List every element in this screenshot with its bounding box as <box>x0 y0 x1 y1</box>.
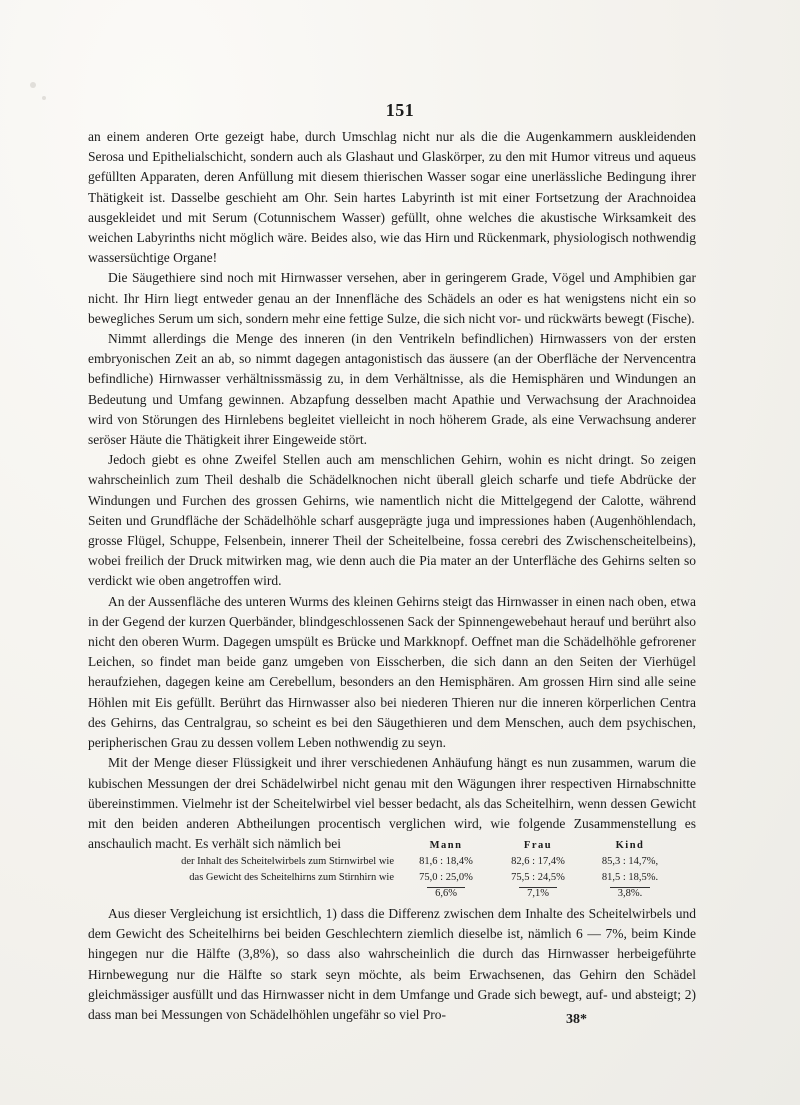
paper-spot <box>30 82 36 88</box>
comparison-table <box>120 838 680 902</box>
table-header <box>400 838 680 854</box>
difference-value: 6,6% <box>427 887 465 899</box>
difference-row <box>120 886 680 902</box>
difference-value: 3,8%. <box>610 887 651 899</box>
paragraph: Jedoch giebt es ohne Zweifel Stellen auch am menschlichen Gehirn, wohin es nicht dringt. So zeigen wahrscheinlich zum Theil deshalb die Schädelknochen nicht überall gleich scharfe und tiefe Abdrücke der Windungen und Furchen des grossen Gehirns, wie namentlich nicht die Mittelgegend der Calotte, während Seiten und Grundfläche der Schädelhöhle scharf ausgeprägte juga und impressiones haben (Augenhöhlendach, grosse Flügel, Schuppe, Felsenbein, innerer Theil der Scheitelbeine, fossa cerebri des Zwischenscheitelbeins), wobei freilich der Druck mitwirken mag, wie denn auch die Pia mater an der Unterfläche des Gehirns selten so verdickt wie oben angetroffen wird. <box>88 452 696 589</box>
table-row <box>120 870 680 886</box>
column-header: Kind <box>615 840 645 851</box>
page-number: 151 <box>385 100 415 120</box>
column-header: Frau <box>523 840 553 851</box>
cell: 81,5 : 18,5%. <box>601 872 659 883</box>
cell: 75,0 : 25,0% <box>419 872 473 883</box>
paragraph: Nimmt allerdings die Menge des inneren (in den Ventrikeln befindlichen) Hirnwassers von der ersten embryonischen Zeit an ab, so nimmt dagegen antagonistisch das äussere (an der Oberfläche der Nervencentra befindliche) Hirnwasser verhältnissmässig zu, in dem Verhältnisse, als die Hemisphären und Windungen an Bedeutung und Umfang gewinnen. Abzapfung desselben macht Apathie und Verwachsung der Arachnoidea wird von Störungen des Hirnlebens begleitet vielleicht in noch höherem Grade, als eine Verwachsung anderer seröser Häute die Thätigkeit ihrer Eingeweide stört. <box>88 331 696 448</box>
paragraph: an einem anderen Orte gezeigt habe, durch Umschlag nicht nur als die die Augenkammern auskleidenden Serosa und Epithelialschicht, sondern auch als Glashaut und Glaskörper, zu den mit Humor vitreus und aqueus gefüllten Apparaten, deren Anfüllung mit diesem thierischen Wasser sogar eine unerlässliche Bedingung ihrer Thätigkeit ist. Dasselbe geschieht am Ohr. Sein hartes Labyrinth ist mit einer Fortsetzung der Arachnoidea ausgekleidet und mit Serum (Cotunnischem Wasser) gefüllt, ohne welches die akustische Wirksamkeit des weichen Labyrinths nicht möglich wäre. Beides also, wie das Hirn und Rückenmark, physiologisch nothwendig wassersüchtige Organe! <box>88 129 696 266</box>
cell: 75,5 : 24,5% <box>511 872 565 883</box>
row-label: der Inhalt des Scheitelwirbels zum Stirnwirbel wie <box>181 856 394 867</box>
difference-value: 7,1% <box>519 887 557 899</box>
cell: 82,6 : 17,4% <box>511 856 565 867</box>
cell: 81,6 : 18,4% <box>419 856 473 867</box>
paragraph: An der Aussenfläche des unteren Wurms des kleinen Gehirns steigt das Hirnwasser in einen nach oben, etwa in der Gegend der kurzen Querbänder, blindgeschlossenen Sack der Spinnengewebehaut herauf und berührt also nicht den oberen Wurm. Dagegen umspült es Brücke und Markknopf. Oeffnet man die Schädelhöhle gefrorener Leichen, so findet man beide ganz umgeben von Eisscherben, die sich dann an den Seiten der Vierhügel heraufziehen, dagegen keine am Cerebellum, besonders an den Hemisphären. Am grossen Hirn sind alle seine Höhlen mit Eis gefüllt. Berührt das Hirnwasser also bei niederen Thieren nur die inneren körperlichen Centra des Gehirns, das Centralgrau, so scheint es bei den Säugethieren und dem Menschen, auch dem psychischen, peripherischen Grau zu dessen vollem Leben nothwendig zu seyn. <box>88 593 696 751</box>
paragraph: Aus dieser Vergleichung ist ersichtlich, 1) dass die Differenz zwischen dem Inhalte des Scheitelwirbels und dem Gewicht des Scheitelhirns bei beiden Geschlechtern ziemlich dieselbe ist, nämlich 6 — 7%, beim Kinde hingegen nur die Hälfte (3,8%), so dass also wahrscheinlich die durch das Hirnwasser herbeigeführte Hirnbewegung nur die Hälfte so stark seyn möchte, als beim Erwachsenen, das Gehirn den Schädel gleichmässiger ausfüllt und das Hirnwasser nicht in dem Umfange und Grade sich bewegt, auf- und absteigt; 2) dass man bei Messungen von Schädelhöhlen ungefähr so viel Pro- <box>88 906 696 1023</box>
column-header: Mann <box>429 840 463 851</box>
printer-signature: 38* <box>566 1012 587 1027</box>
body-text <box>88 127 696 854</box>
cell: 85,3 : 14,7%, <box>601 856 659 867</box>
paragraph: Mit der Menge dieser Flüssigkeit und ihrer verschiedenen Anhäufung hängt es nun zusammen, warum die kubischen Messungen der drei Schädelwirbel nicht genau mit den Wägungen ihrer respectiven Hirnabschnitte übereinstimmen. Vielmehr ist der Scheitelwirbel viel besser bedacht, als das Scheitelhirn, wenn dessen Gewicht mit den beiden anderen Abtheilungen procentisch verglichen wird, wie folgende Zusammenstellung es anschaulich macht. Es verhält sich nämlich bei <box>88 755 696 852</box>
row-label: das Gewicht des Scheitelhirns zum Stirnhirn wie <box>189 872 394 883</box>
table-row <box>120 854 680 870</box>
paragraph: Die Säugethiere sind noch mit Hirnwasser versehen, aber in geringerem Grade, Vögel und Amphibien gar nicht. Ihr Hirn liegt entweder genau an der Innenfläche des Schädels an oder es hat wenigstens nicht ein so bewegliches Serum um sich, sondern mehr eine fettige Sulze, die sich nicht vor- und rückwärts bewegt (Fische). <box>88 270 696 326</box>
closing-text <box>88 904 696 1025</box>
